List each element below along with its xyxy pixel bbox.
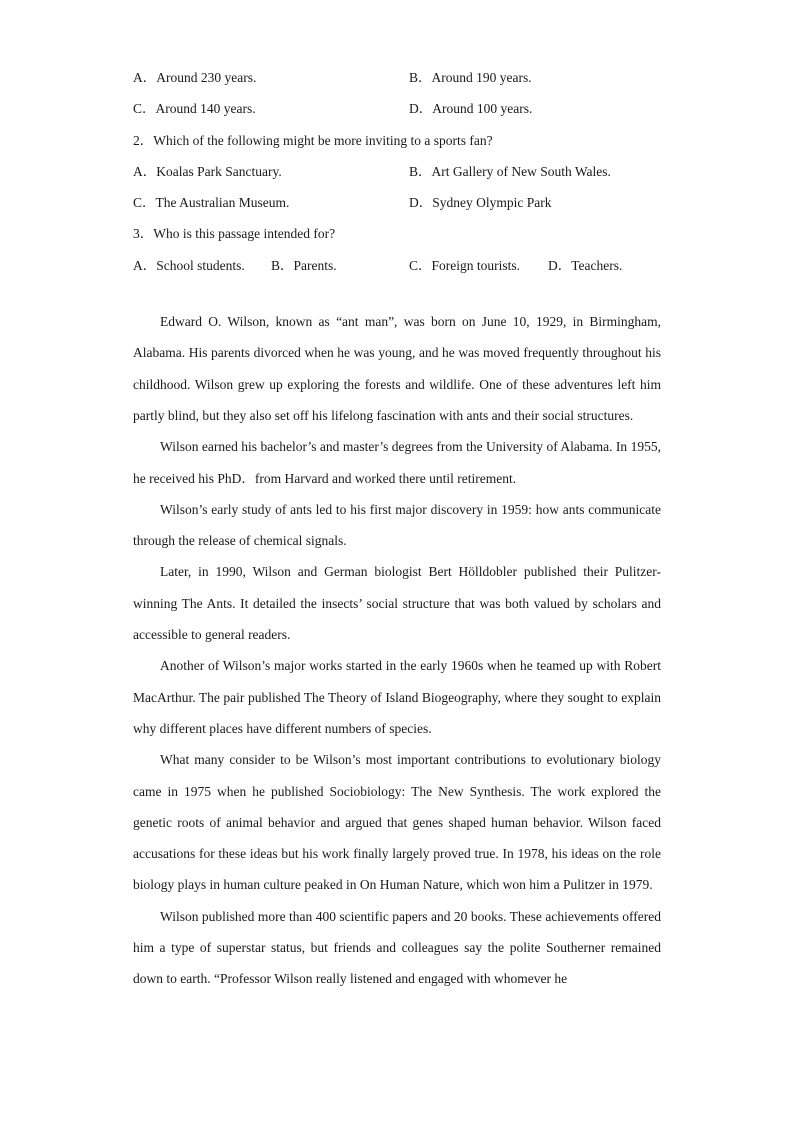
q1-option-d[interactable]: D．Around 100 years. xyxy=(409,101,533,117)
passage-paragraph-5: Another of Wilson’s major works started in the early 1960s when he teamed up with Robert MacArthur. The pair published The Theory of Island Biogeography, where they sought to explain why different places have different numbers of species. xyxy=(133,658,661,736)
reading-passage xyxy=(133,306,661,995)
document-page xyxy=(133,62,661,995)
q3-option-b[interactable]: B．Parents. xyxy=(271,257,337,273)
passage-paragraph-7: Wilson published more than 400 scientific papers and 20 books. These achievements offered him a type of superstar status, but friends and colleagues say the polite Southerner remained down to earth. “Professor Wilson really listened and engaged with whomever he xyxy=(133,908,661,987)
q2-option-c[interactable]: C．The Australian Museum. xyxy=(133,195,290,211)
q2-option-d[interactable]: D．Sydney Olympic Park xyxy=(409,195,552,211)
q3-stem: 3．Who is this passage intended for? xyxy=(133,226,336,242)
q2-options-row-2 xyxy=(133,187,661,218)
q2-option-b[interactable]: B．Art Gallery of New South Wales. xyxy=(409,163,611,179)
q1-option-b[interactable]: B．Around 190 years. xyxy=(409,70,532,85)
q2-option-a[interactable]: A．Koalas Park Sanctuary. xyxy=(133,163,282,179)
q1-option-c[interactable]: C．Around 140 years. xyxy=(133,101,256,117)
q1-options-row-1 xyxy=(133,62,661,93)
q3-option-a[interactable]: A．School students. xyxy=(133,257,245,273)
passage-paragraph-3: Wilson’s early study of ants led to his first major discovery in 1959: how ants communicate through the release of chemical signals. xyxy=(133,501,661,549)
q2-stem: 2．Which of the following might be more inviting to a sports fan? xyxy=(133,132,493,148)
passage-paragraph-4: Later, in 1990, Wilson and German biologist Bert Hölldobler published their Pulitzer-winning The Ants. It detailed the insects’ social structure that was both valued by scholars and accessible to general readers. xyxy=(133,564,661,643)
q2-options-row-1 xyxy=(133,156,661,187)
q3-options-row xyxy=(133,250,661,281)
section-gap xyxy=(133,281,661,306)
q3-option-c[interactable]: C．Foreign tourists. xyxy=(409,257,521,273)
q3-option-d[interactable]: D．Teachers. xyxy=(548,257,623,273)
passage-paragraph-6: What many consider to be Wilson’s most important contributions to evolutionary biology came in 1975 when he published Sociobiology: The New Synthesis. The work explored the genetic roots of animal behavior and argued that genes shaped human behavior. Wilson faced accusations for these ideas but his work finally largely proved true. In 1978, his ideas on the role biology plays in human culture peaked in On Human Nature, which won him a Pulitzer in 1979. xyxy=(133,752,661,893)
passage-paragraph-1: Edward O. Wilson, known as “ant man”, was born on June 10, 1929, in Birmingham, Alabama. His parents divorced when he was young, and he was moved frequently throughout his childhood. Wilson grew up exploring the forests and wildlife. One of these adventures left him partly blind, but they also set off his lifelong fascination with ants and their social structures. xyxy=(133,314,661,423)
passage-paragraph-2: Wilson earned his bachelor’s and master’s degrees from the University of Alabama. In 1955, he received his PhD．from Harvard and worked there until retirement. xyxy=(133,439,661,486)
q1-options-row-2 xyxy=(133,93,661,124)
q1-option-a[interactable]: A．Around 230 years. xyxy=(133,70,257,85)
